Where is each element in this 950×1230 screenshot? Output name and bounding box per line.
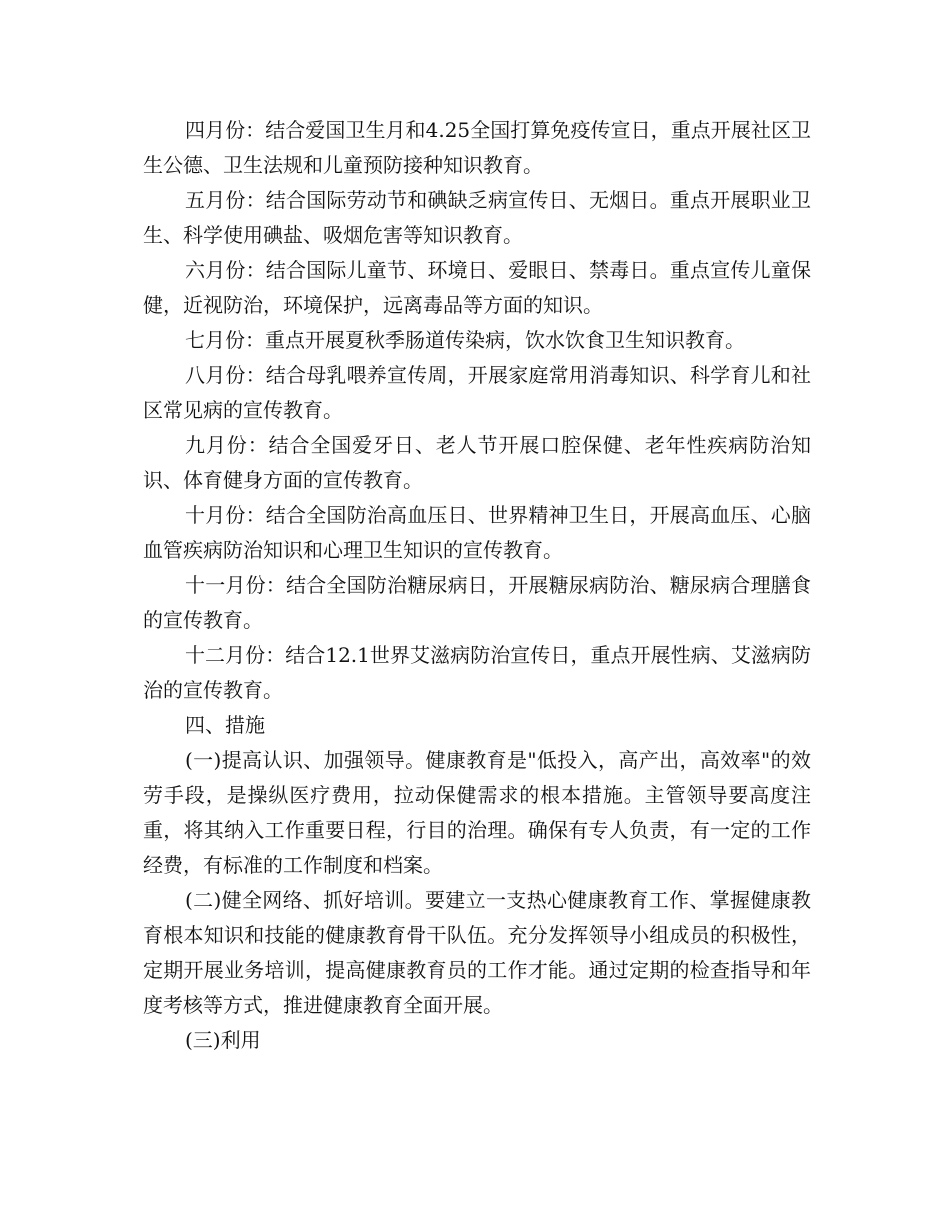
paragraph-october: 十月份：结合全国防治高血压日、世界精神卫生日，开展高血压、心脑血管疾病防治知识和心理卫生知识的宣传教育。 xyxy=(143,503,811,562)
paragraph-measure-3: (三)利用 xyxy=(185,1028,261,1052)
paragraph-november: 十一月份：结合全国防治糖尿病日，开展糖尿病防治、糖尿病合理膳食的宣传教育。 xyxy=(143,573,811,632)
document-body xyxy=(143,113,811,1058)
paragraph-april: 四月份：结合爱国卫生月和4.25全国打算免疫传宣日，重点开展社区卫生公德、卫生法规和儿童预防接种知识教育。 xyxy=(143,118,811,177)
paragraph-august: 八月份：结合母乳喂养宣传周，开展家庭常用消毒知识、科学育儿和社区常见病的宣传教育。 xyxy=(143,363,811,422)
paragraph-july: 七月份：重点开展夏秋季肠道传染病，饮水饮食卫生知识教育。 xyxy=(185,328,745,352)
paragraph-may: 五月份：结合国际劳动节和碘缺乏病宣传日、无烟日。重点开展职业卫生、科学使用碘盐、吸烟危害等知识教育。 xyxy=(143,188,811,247)
paragraph-measure-2: (二)健全网络、抓好培训。要建立一支热心健康教育工作、掌握健康教育根本知识和技能的健康教育骨干队伍。充分发挥领导小组成员的积极性，定期开展业务培训，提高健康教育员的工作才能。通过定期的检查指导和年度考核等方式，推进健康教育全面开展。 xyxy=(143,888,811,1017)
paragraph-measure-1: (一)提高认识、加强领导。健康教育是"低投入，高产出，高效率"的效劳手段，是操纵医疗费用，拉动保健需求的根本措施。主管领导要高度注重，将其纳入工作重要日程，行目的治理。确保有专人负责，有一定的工作经费，有标准的工作制度和档案。 xyxy=(143,748,811,877)
section-heading-measures: 四、措施 xyxy=(185,713,265,737)
paragraph-december: 十二月份：结合12.1世界艾滋病防治宣传日，重点开展性病、艾滋病防治的宣传教育。 xyxy=(143,643,811,702)
paragraph-june: 六月份：结合国际儿童节、环境日、爱眼日、禁毒日。重点宣传儿童保健，近视防治，环境保护，远离毒品等方面的知识。 xyxy=(143,258,811,317)
paragraph-september: 九月份：结合全国爱牙日、老人节开展口腔保健、老年性疾病防治知识、体育健身方面的宣传教育。 xyxy=(143,433,811,492)
